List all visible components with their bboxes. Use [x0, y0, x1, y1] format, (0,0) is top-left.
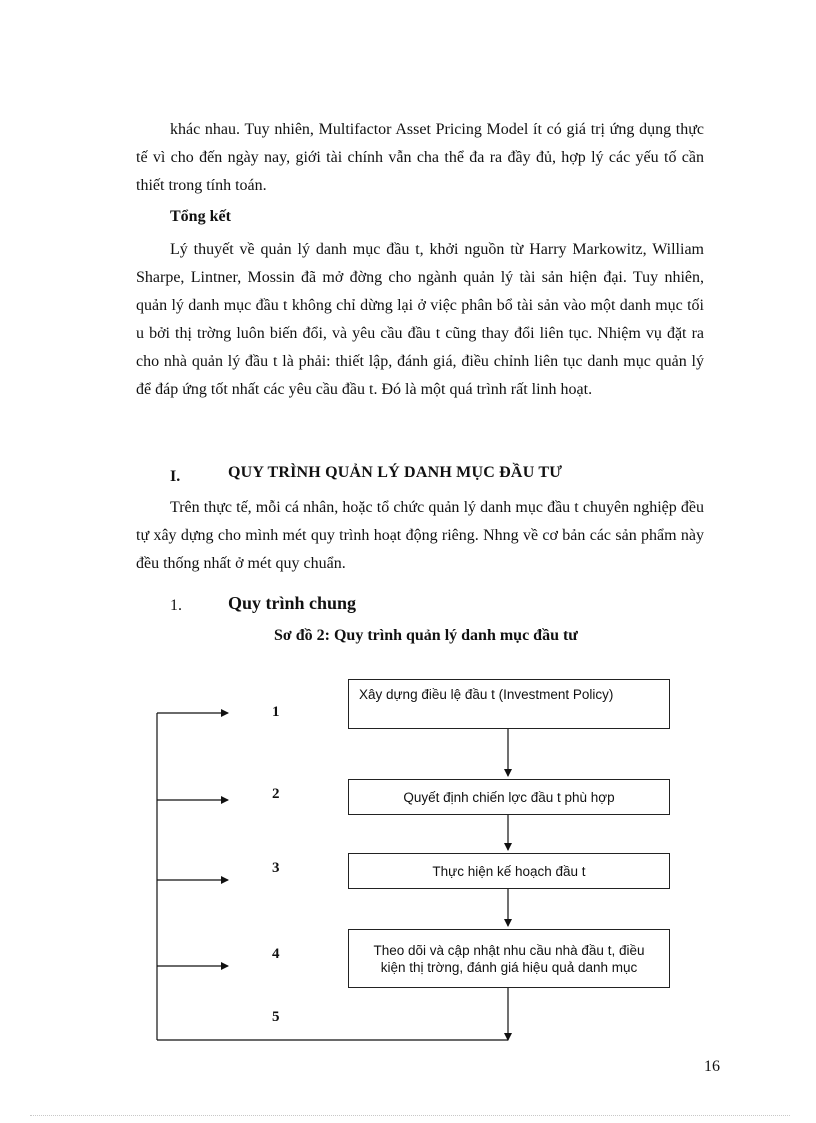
diagram-caption: Sơ đồ 2: Quy trình quản lý danh mục đầu tư: [274, 627, 578, 644]
page-bottom-rule: [30, 1115, 790, 1116]
section-title: QUY TRÌNH QUẢN LÝ DANH MỤC ĐẦU TƯ: [228, 464, 563, 481]
subsection-number: 1.: [170, 597, 182, 614]
step-box-2-label: Quyết định chiến lợc đầu t phù hợp: [403, 789, 615, 805]
step-number-1: 1: [272, 704, 280, 720]
summary-text: Lý thuyết về quản lý danh mục đầu t, khởi nguồn từ Harry Markowitz, William Sharpe, Lintner, Mossin đã mở đờng cho ngành quản lý tài sản hiện đại. Tuy nhiên, quản lý danh mục đầu t không chỉ dừng lại ở việc phân bổ tài sản vào một danh mục tối u bởi thị trờng luôn biến đổi, và yêu cầu đầu t cũng thay đổi liên tục. Nhiệm vụ đặt ra cho nhà quản lý đầu t là phải: thiết lập, đánh giá, điều chỉnh liên tục danh mục quản lý để đáp ứng tốt nhất các yêu cầu đầu t. Đó là một quá trình rất linh hoạt.: [136, 241, 704, 398]
step-number-3: 3: [272, 860, 280, 876]
page-number: 16: [704, 1058, 720, 1075]
step-box-2: [348, 779, 670, 815]
intro-text: khác nhau. Tuy nhiên, Multifactor Asset Pricing Model ít có giá trị ứng dụng thực tế vì cho đến ngày nay, giới tài chính vẫn cha thể đa ra đầy đủ, hợp lý các yếu tố cần thiết trong tính toán.: [136, 121, 704, 194]
section-number: I.: [170, 468, 181, 485]
step-box-3: [348, 853, 670, 889]
step-number-4: 4: [272, 946, 280, 962]
step-box-3-label: Thực hiện kế hoạch đầu t: [432, 863, 586, 879]
step-number-5: 5: [272, 1009, 280, 1025]
section-text: Trên thực tế, mỗi cá nhân, hoặc tổ chức quản lý danh mục đầu t chuyên nghiệp đều tự xây dựng cho mình mét quy trình hoạt động riêng. Nhng về cơ bản các sản phẩm này đều thống nhất ở mét quy chuẩn.: [136, 499, 704, 572]
subsection-title: Quy trình chung: [228, 593, 357, 613]
step-box-4-label: Theo dõi và cập nhật nhu cầu nhà đầu t, điều kiện thị trờng, đánh giá hiệu quả danh mục: [373, 942, 645, 975]
step-number-2: 2: [272, 786, 280, 802]
step-box-1-label: Xây dựng điều lệ đầu t (Investment Policy): [359, 687, 614, 702]
summary-heading: Tổng kết: [170, 208, 231, 225]
step-box-1: [348, 679, 670, 729]
step-box-4: [348, 929, 670, 988]
